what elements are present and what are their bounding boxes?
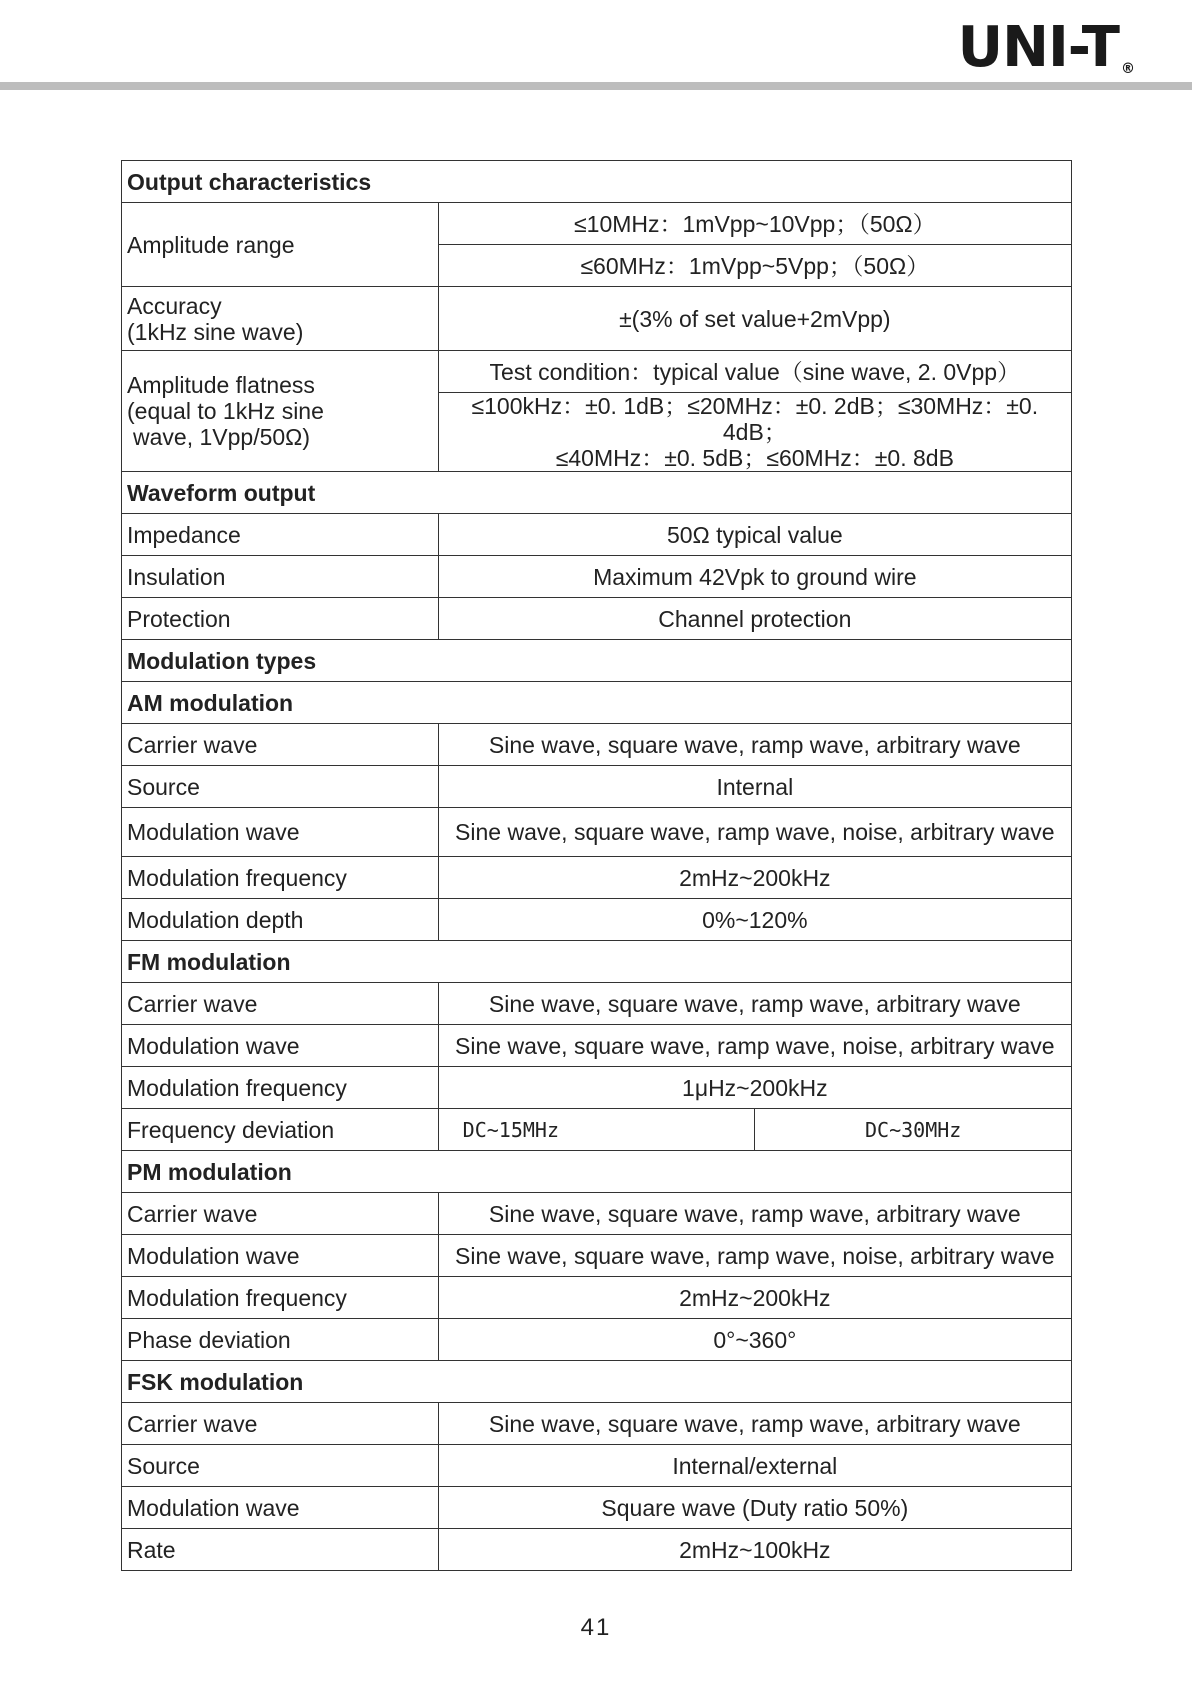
row-value: DC~30MHz [755, 1109, 1072, 1151]
table-row [122, 1487, 1072, 1529]
row-label: Carrier wave [122, 724, 439, 766]
registered-mark: ® [1121, 61, 1134, 77]
table-row [122, 899, 1072, 941]
table-row [122, 1319, 1072, 1361]
section-heading: Modulation types [122, 640, 1072, 682]
table-row [122, 808, 1072, 857]
section-heading: AM modulation [122, 682, 1072, 724]
table-row [122, 983, 1072, 1025]
table-row [122, 203, 1072, 245]
row-value: Channel protection [438, 598, 1071, 640]
row-value: 2mHz~100kHz [438, 1529, 1071, 1571]
table-row [122, 556, 1072, 598]
table-row [122, 1361, 1072, 1403]
table-row [122, 640, 1072, 682]
table-row [122, 1529, 1072, 1571]
table-row [122, 1235, 1072, 1277]
row-label: Modulation wave [122, 1487, 439, 1529]
row-label: Modulation wave [122, 1235, 439, 1277]
row-value: Sine wave, square wave, ramp wave, arbitrary wave [438, 1403, 1071, 1445]
row-value: 1μHz~200kHz [438, 1067, 1071, 1109]
row-label: Source [122, 1445, 439, 1487]
row-label: Modulation frequency [122, 1277, 439, 1319]
spec-table [121, 160, 1072, 1571]
row-value: Sine wave, square wave, ramp wave, noise, arbitrary wave [438, 1235, 1071, 1277]
table-row [122, 682, 1072, 724]
table-row [122, 941, 1072, 983]
row-label: Source [122, 766, 439, 808]
table-row [122, 598, 1072, 640]
row-label: Modulation frequency [122, 1067, 439, 1109]
table-row [122, 351, 1072, 393]
row-label: Carrier wave [122, 1193, 439, 1235]
row-value: Test condition：typical value（sine wave, 2. 0Vpp） [438, 351, 1071, 393]
table-row [122, 514, 1072, 556]
section-heading: FSK modulation [122, 1361, 1072, 1403]
row-value: Sine wave, square wave, ramp wave, arbitrary wave [438, 724, 1071, 766]
table-row [122, 1067, 1072, 1109]
row-label: Insulation [122, 556, 439, 598]
row-label: Modulation wave [122, 1025, 439, 1067]
table-row [122, 1403, 1072, 1445]
row-value: Square wave (Duty ratio 50%) [438, 1487, 1071, 1529]
row-value: ≤100kHz：±0. 1dB；≤20MHz：±0. 2dB；≤30MHz：±0. 4dB； ≤40MHz：±0. 5dB；≤60MHz：±0. 8dB [438, 393, 1071, 472]
row-value: Sine wave, square wave, ramp wave, noise, arbitrary wave [438, 1025, 1071, 1067]
table-row [122, 1193, 1072, 1235]
row-label: Protection [122, 598, 439, 640]
row-value: ±(3% of set value+2mVpp) [438, 287, 1071, 351]
row-value: 0%~120% [438, 899, 1071, 941]
table-row [122, 1277, 1072, 1319]
table-row [122, 472, 1072, 514]
table-row [122, 766, 1072, 808]
table-row [122, 1025, 1072, 1067]
section-heading: Output characteristics [122, 161, 1072, 203]
row-label: Modulation depth [122, 899, 439, 941]
section-heading: Waveform output [122, 472, 1072, 514]
table-row [122, 1445, 1072, 1487]
table-row [122, 1109, 1072, 1151]
row-value: 50Ω typical value [438, 514, 1071, 556]
header-rule [0, 82, 1192, 90]
row-label: Modulation wave [122, 808, 439, 857]
row-value: DC~15MHz [438, 1109, 755, 1151]
row-label: Frequency deviation [122, 1109, 439, 1151]
row-value: 0°~360° [438, 1319, 1071, 1361]
row-value: Maximum 42Vpk to ground wire [438, 556, 1071, 598]
row-label: Modulation frequency [122, 857, 439, 899]
row-value: Sine wave, square wave, ramp wave, arbitrary wave [438, 983, 1071, 1025]
table-row [122, 161, 1072, 203]
row-label: Amplitude range [122, 203, 439, 287]
row-label: Carrier wave [122, 983, 439, 1025]
row-label: Phase deviation [122, 1319, 439, 1361]
row-value: 2mHz~200kHz [438, 857, 1071, 899]
row-value: Sine wave, square wave, ramp wave, noise, arbitrary wave [438, 808, 1071, 857]
row-value: Internal [438, 766, 1071, 808]
row-label: Impedance [122, 514, 439, 556]
row-value: ≤60MHz：1mVpp~5Vpp；（50Ω） [438, 245, 1071, 287]
row-value: Sine wave, square wave, ramp wave, arbitrary wave [438, 1193, 1071, 1235]
row-value: 2mHz~200kHz [438, 1277, 1071, 1319]
brand-logo: UNI-T ® [957, 15, 1134, 80]
section-heading: PM modulation [122, 1151, 1072, 1193]
row-value: ≤10MHz：1mVpp~10Vpp；（50Ω） [438, 203, 1071, 245]
row-label: Accuracy (1kHz sine wave) [122, 287, 439, 351]
section-heading: FM modulation [122, 941, 1072, 983]
row-value: Internal/external [438, 1445, 1071, 1487]
row-label: Carrier wave [122, 1403, 439, 1445]
row-label: Rate [122, 1529, 439, 1571]
table-row [122, 724, 1072, 766]
row-label: Amplitude flatness (equal to 1kHz sine wave, 1Vpp/50Ω) [122, 351, 439, 472]
page-number: 41 [580, 1614, 612, 1641]
table-row [122, 287, 1072, 351]
table-row [122, 1151, 1072, 1193]
table-row [122, 857, 1072, 899]
